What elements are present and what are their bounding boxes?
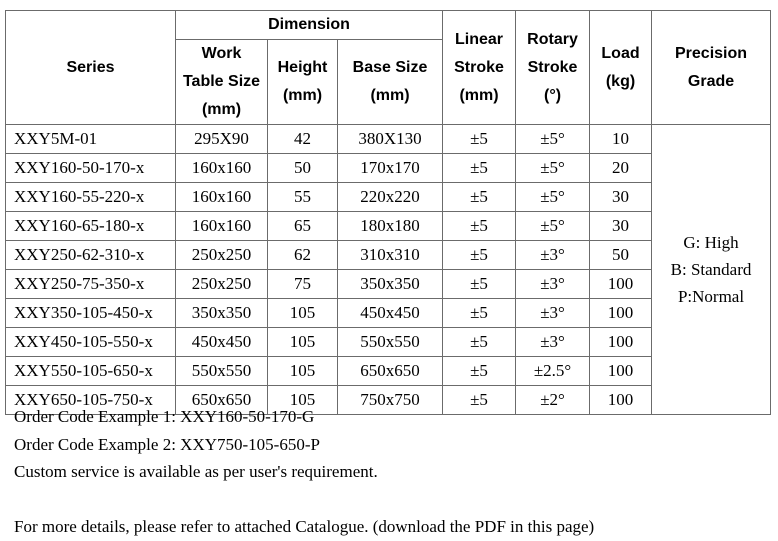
- height-cell: 105: [268, 386, 338, 415]
- series-cell: XXY5M-01: [6, 125, 176, 154]
- load-cell: 30: [590, 183, 652, 212]
- rotary-stroke-cell: ±3°: [516, 299, 590, 328]
- base-size-cell: 350x350: [338, 270, 443, 299]
- precision-grade-item: B: Standard: [670, 260, 752, 279]
- series-cell: XXY650-105-750-x: [6, 386, 176, 415]
- header-base-size: Base Size (mm): [338, 40, 443, 125]
- height-cell: 50: [268, 154, 338, 183]
- work-table-size-cell: 450x450: [176, 328, 268, 357]
- order-code-example-1: Order Code Example 1: XXY160-50-170-G: [14, 407, 315, 426]
- height-cell: 75: [268, 270, 338, 299]
- rotary-stroke-cell: ±5°: [516, 154, 590, 183]
- header-series: Series: [6, 11, 176, 125]
- precision-grade-cell: [652, 125, 771, 415]
- height-cell: 55: [268, 183, 338, 212]
- header-precision-grade: Precision Grade: [652, 11, 771, 125]
- load-cell: 50: [590, 241, 652, 270]
- load-cell: 30: [590, 212, 652, 241]
- height-cell: 105: [268, 299, 338, 328]
- precision-grade-item: P:Normal: [677, 287, 745, 306]
- notes: [14, 403, 594, 541]
- base-size-cell: 550x550: [338, 328, 443, 357]
- series-cell: XXY550-105-650-x: [6, 357, 176, 386]
- work-table-size-cell: 295X90: [176, 125, 268, 154]
- height-cell: 105: [268, 328, 338, 357]
- work-table-size-cell: 160x160: [176, 212, 268, 241]
- base-size-cell: 450x450: [338, 299, 443, 328]
- base-size-cell: 180x180: [338, 212, 443, 241]
- linear-stroke-cell: ±5: [443, 270, 516, 299]
- linear-stroke-cell: ±5: [443, 299, 516, 328]
- rotary-stroke-cell: ±5°: [516, 125, 590, 154]
- series-cell: XXY250-75-350-x: [6, 270, 176, 299]
- linear-stroke-cell: ±5: [443, 241, 516, 270]
- load-cell: 100: [590, 270, 652, 299]
- series-cell: XXY450-105-550-x: [6, 328, 176, 357]
- rotary-stroke-cell: ±3°: [516, 241, 590, 270]
- work-table-size-cell: 250x250: [176, 241, 268, 270]
- linear-stroke-cell: ±5: [443, 386, 516, 415]
- base-size-cell: 380X130: [338, 125, 443, 154]
- rotary-stroke-cell: ±5°: [516, 212, 590, 241]
- series-cell: XXY160-55-220-x: [6, 183, 176, 212]
- linear-stroke-cell: ±5: [443, 328, 516, 357]
- base-size-cell: 650x650: [338, 357, 443, 386]
- load-cell: 100: [590, 357, 652, 386]
- height-cell: 105: [268, 357, 338, 386]
- work-table-size-cell: 250x250: [176, 270, 268, 299]
- series-cell: XXY160-65-180-x: [6, 212, 176, 241]
- header-rotary-stroke: Rotary Stroke (°): [516, 11, 590, 125]
- height-cell: 42: [268, 125, 338, 154]
- header-linear-stroke: Linear Stroke (mm): [443, 11, 516, 125]
- linear-stroke-cell: ±5: [443, 183, 516, 212]
- custom-service-note: Custom service is available as per user's requirement.: [14, 462, 378, 481]
- load-cell: 10: [590, 125, 652, 154]
- base-size-cell: 310x310: [338, 241, 443, 270]
- series-cell: XXY350-105-450-x: [6, 299, 176, 328]
- linear-stroke-cell: ±5: [443, 212, 516, 241]
- work-table-size-cell: 550x550: [176, 357, 268, 386]
- precision-grade-item: G: High: [683, 233, 739, 252]
- details-note: For more details, please refer to attached Catalogue. (download the PDF in this page): [14, 517, 595, 536]
- rotary-stroke-cell: ±2°: [516, 386, 590, 415]
- load-cell: 100: [590, 299, 652, 328]
- work-table-size-cell: 160x160: [176, 183, 268, 212]
- order-code-example-2: Order Code Example 2: XXY750-105-650-P: [14, 434, 320, 454]
- linear-stroke-cell: ±5: [443, 125, 516, 154]
- series-cell: XXY160-50-170-x: [6, 154, 176, 183]
- rotary-stroke-cell: ±5°: [516, 183, 590, 212]
- work-table-size-cell: 650x650: [176, 386, 268, 415]
- series-cell: XXY250-62-310-x: [6, 241, 176, 270]
- linear-stroke-cell: ±5: [443, 357, 516, 386]
- work-table-size-cell: 350x350: [176, 299, 268, 328]
- height-cell: 65: [268, 212, 338, 241]
- rotary-stroke-cell: ±3°: [516, 270, 590, 299]
- load-cell: 100: [590, 386, 652, 415]
- rotary-stroke-cell: ±3°: [516, 328, 590, 357]
- table-row: [6, 125, 771, 154]
- work-table-size-cell: 160x160: [176, 154, 268, 183]
- base-size-cell: 170x170: [338, 154, 443, 183]
- header-work-table-size: Work Table Size (mm): [176, 40, 268, 125]
- header-dimension: Dimension: [176, 11, 443, 40]
- height-cell: 62: [268, 241, 338, 270]
- base-size-cell: 750x750: [338, 386, 443, 415]
- spec-table: [5, 10, 771, 415]
- rotary-stroke-cell: ±2.5°: [516, 357, 590, 386]
- load-cell: 100: [590, 328, 652, 357]
- base-size-cell: 220x220: [338, 183, 443, 212]
- header-load: Load (kg): [590, 11, 652, 125]
- linear-stroke-cell: ±5: [443, 154, 516, 183]
- header-height: Height (mm): [268, 40, 338, 125]
- load-cell: 20: [590, 154, 652, 183]
